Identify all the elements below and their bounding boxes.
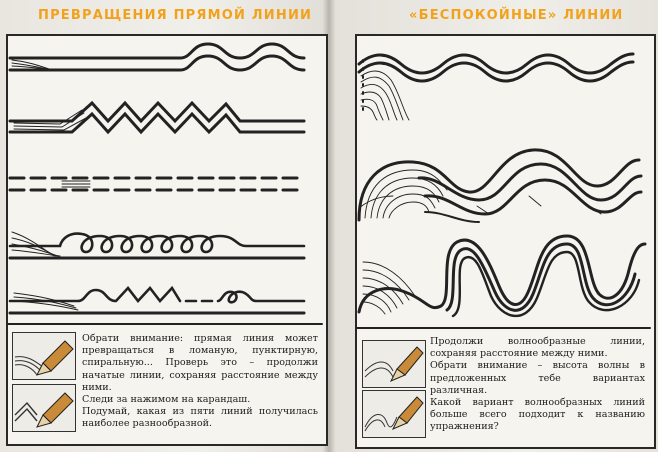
pencil-icon	[13, 385, 75, 431]
pencil-icon	[363, 341, 425, 387]
right-page-title: «БЕСПОКОЙНЫЕ» ЛИНИИ	[409, 8, 624, 23]
right-instruction-text	[430, 336, 645, 434]
instruction-paragraph: Обрати внимание: прямая линия может превращаться в ломаную, пунктирную, спиральную... Проверь это – продолжи начатые линии, сохраняя расстояние между ними.	[82, 333, 318, 393]
line-mixed	[10, 288, 304, 313]
line-wave	[10, 44, 304, 70]
pencil-icon	[13, 333, 75, 379]
brush-illustration-1	[362, 340, 426, 388]
left-page-title: ПРЕВРАЩЕНИЯ ПРЯМОЙ ЛИНИИ	[38, 8, 313, 23]
pencil-illustration-2	[12, 384, 76, 432]
line-spiral	[10, 232, 304, 258]
instruction-paragraph: Какой вариант волнообразных линий больше всего подходит к названию упражнения?	[430, 397, 645, 433]
instruction-paragraph: Продолжи волнообразные линии, сохраняя расстояние между ними.	[430, 336, 645, 360]
brush-illustration-2	[362, 390, 426, 438]
loop-wave-lines	[359, 236, 645, 316]
instruction-paragraph: Подумай, какая из пяти линий получилась наиболее разнообразной.	[82, 406, 318, 430]
pencil-icon	[363, 391, 425, 437]
line-dashed	[10, 178, 304, 190]
pencil-illustration-1	[12, 332, 76, 380]
small-wave-lines	[359, 54, 633, 120]
line-zigzag	[10, 103, 304, 132]
right-page	[329, 0, 658, 452]
instruction-paragraph: Обрати внимание – высота волны в предложенных тебе вариантах различная.	[430, 360, 645, 396]
instruction-paragraph: Следи за нажимом на карандаш.	[82, 394, 251, 406]
hump-wave-lines	[359, 150, 641, 222]
left-instruction-text	[82, 333, 318, 431]
